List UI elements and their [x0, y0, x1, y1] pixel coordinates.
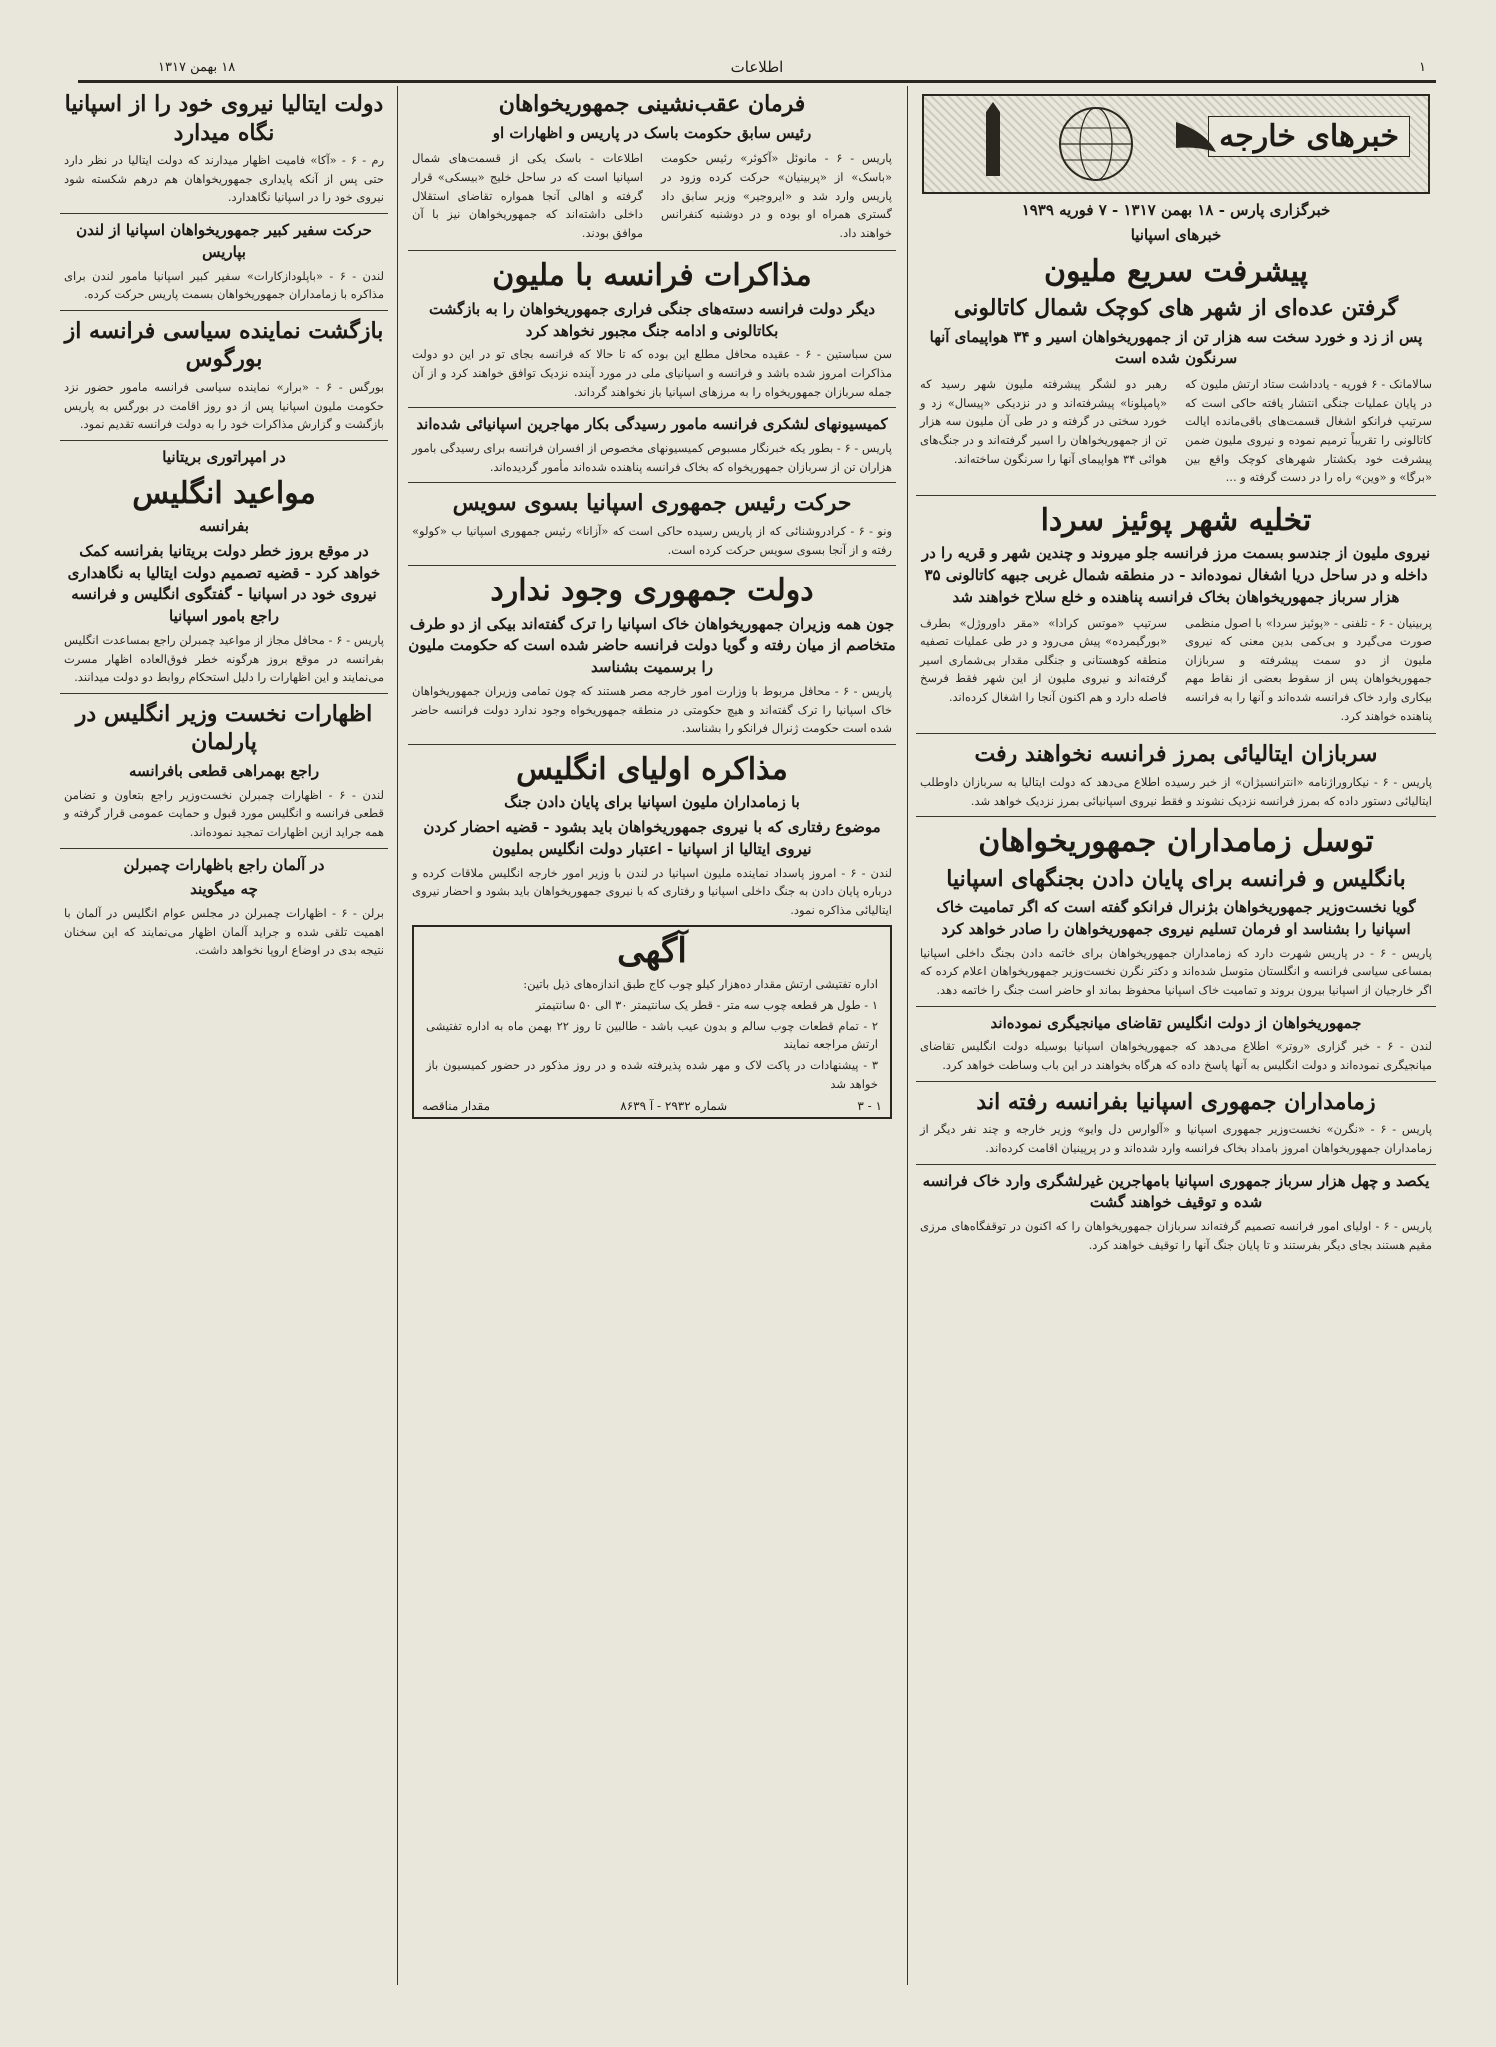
column-left — [60, 86, 388, 1987]
article-text: پاریس - ۶ - نیکاروراژنامه «انترانسیژان» از خبر رسیده اطلاع می‌دهد که دولت ایتالیا به سربازان داوطلب ایتالیائی دستور داده که بمرز فرانسه نزدیک نشوند و فقط نیروی اسپانیائی بمرز نزدیک خواهد شد. — [920, 774, 1432, 808]
ad-foot-left: مقدار مناقصه — [422, 1099, 491, 1114]
article-text: پربینیان - ۶ - تلفنی - «پوئیز سردا» با اصول منظمی صورت می‌گیرد و بی‌کمی بدین معنی که نیروی ملیون از دو سمت پیشرفته و سربازان جمهوریخواهان پس از سقوط بعضی از نقاط مهم بیکاری وارد خاک فرانسه شده‌اند و آنها را به فرانسه پناهنده خواهند کرد. — [1185, 615, 1432, 723]
headline-envoy-return: بازگشت نماینده سیاسی فرانسه از بورگوس — [64, 317, 384, 373]
subheadline: نیروی ملیون از جندسو بسمت مرز فرانسه جلو میروند و چندین شهر و قریه را در داخله و در ساحل دریا اشغال نموده‌اند - در منطقه شمال غربی جبهه کاتالونی ۳۵ هزار سرباز جمهوریخواهان بخاک فرانسه پناهنده و خلع سلاح خواهند شد — [921, 544, 1431, 606]
headline-republican-appeal: توسل زمامداران جمهوریخواهان — [978, 824, 1374, 860]
ad-footer — [422, 1099, 882, 1113]
section-title: اطلاعات — [730, 58, 784, 76]
subheadline: جون همه وزیران جمهوریخواهان خاک اسپانیا را ترک گفته‌اند بیکی از دو طرف متخاصم از میان رفته و گویا دولت فرانسه حاضر شده است که حکومت ملیون را برسمیت بشناسد — [408, 614, 896, 677]
article-text: سالامانک - ۶ فوریه - یادداشت ستاد ارتش ملیون که در پایان عملیات جنگی انتشار یافته حاکی است که سرتیپ فرانکو اشغال قسمت‌های باقی‌مانده ایالت کاتالونی را تقریباً ترمیم نموده و نیروی ملیون ضمن پیشرفت خود بکشتار شهرهای کوچک واقع بین «برگا» و «وین» راه را در دست گرفته و ... — [1185, 377, 1432, 485]
subheadline: دیگر دولت فرانسه دسته‌های جنگی فراری جمهوریخواهان را به بازگشت بکاتالونی و ادامه جنگ مجبور نخواهد کرد — [428, 299, 876, 340]
page-number: ۱ — [1419, 60, 1426, 75]
headline-italian-soldiers: سربازان ایتالیائی بمرز فرانسه نخواهند رفت — [974, 741, 1378, 768]
byline: چه میگویند — [190, 880, 258, 899]
subheadline: پس از زد و خورد سخت سه هزار تن از جمهوریخواهان اسیر و ۳۴ هواپیمای آنها سرنگون شده است — [929, 327, 1423, 368]
byline: بفرانسه — [199, 517, 249, 536]
article-body — [916, 612, 1436, 728]
article-text: لندن - ۶ - «باپلودازکارات» سفیر کبیر اسپانیا مامور لندن برای مذاکره با زمامداران جمهوریخواهان بسمت پاریس حرکت کرده. — [64, 268, 384, 302]
headline-puigcerda-evacuation: تخلیه شهر پوئیز سردا — [1040, 502, 1312, 538]
article-text: پاریس - ۶ - در پاریس شهرت دارد که زمامداران جمهوریخواهان برای خاتمه دادن بجنگ داخلی اسپانیا بمساعی سیاسی فرانسه و انگلستان متوسل شده‌اند و دکتر نگرن نخست‌وزیر جمهوریخواهان اعلام کرده که اگر خارجیان از اسپانیا بیرون بروند و تمامیت خاک اسپانیا محفوظ بماند او حاضر است جنگ را خاتمه دهد. — [920, 945, 1432, 998]
article-text: سرتیپ «موتس کرادا» «مقر داوروژل» بطرف «بورگیمرده» پیش می‌رود و در طی عملیات تصفیه منطقه کوهستانی و جنگلی مقدار بی‌شماری اسیر گرفته‌اند و نیروی ملیون از این شهر فقط فرسخ فاصله دارد و هم اکنون آنجا را اشغال کرده‌اند. — [920, 615, 1167, 705]
subsection-label: خبرهای اسپانیا — [1130, 225, 1222, 244]
article-text: ونو - ۶ - کرادروشنائی که از پاریس رسیده حاکی است که «آزانا» رئیس جمهوری اسپانیا ب «کولو» رفته و از آنجا بسوی سویس حرکت کرده است. — [412, 523, 892, 557]
subheadline: گویا نخست‌وزیر جمهوریخواهان بژنرال فرانکو گفته است که اگر تمامیت خاک اسپانیا را بشناسد او فرمان تسلیم نیروی جمهوریخواهان را صادر خواهد کرد — [936, 898, 1416, 939]
page-header — [78, 58, 1436, 83]
article-text: پاریس - ۶ - بطور یکه خبرنگار مسبوص کمیسیونهای مخصوص از افسران فرانسه برای رسیدگی بامور هزاران تن از سربازان جمهوریخواه که بخاک فرانسه پناهنده شده‌اند مأمور گردیده‌اند. — [412, 441, 892, 474]
headline-leaders-to-france: زمامداران جمهوری اسپانیا بفرانسه رفته اند — [976, 1088, 1376, 1115]
subheadline: رئیس سابق حکومت باسک در پاریس و اظهارات او — [492, 123, 812, 142]
foreign-news-masthead — [922, 94, 1430, 194]
headline-president-to-switzerland: حرکت رئیس جمهوری اسپانیا بسوی سویس — [452, 490, 852, 517]
article-text: رهبر دو لشگر پیشرفته ملیون شهر رسید که «پامپلونا» پیشرفته‌اند و در نزدیکی «پیسال» زد و خورد سختی در گرفته و در طی آن ملیون سه هزار تن از جمهوریخواهان را اسیر گرفته‌اند و در جنگ‌های هوائی ۳۴ هواپیمای آنها را سرنگون ساخته‌اند. — [920, 377, 1167, 466]
subheadline: در موقع بروز خطر دولت بریتانیا بفرانسه کمک خواهد کرد - قضیه تصمیم دولت ایتالیا به نگاهداری نیروی خود در اسپانیا - گفتگوی انگلیس و فرانسه راجع بامور اسپانیا — [67, 541, 381, 626]
masthead-title: خبرهای خارجه — [1208, 116, 1410, 157]
subheadline: موضوع رفتاری که با نیروی جمهوریخواهان باید بشود - قضیه احضار کردن نیروی ایتالیا از اسپانیا - اعتبار دولت انگلیس بملیون — [423, 818, 881, 858]
article-text: لندن - ۶ - خبر گزاری «روتر» اطلاع می‌دهد که جمهوریخواهان اسپانیا بوسیله دولت انگلیس تقاضای میانجیگری نموده‌اند و دولت انگلیس به آنها پاسخ داده که هرگاه بخواهند در این باب وساطت خواهد کرد. — [920, 1039, 1433, 1073]
article-text: لندن - ۶ - امروز پاسداد نماینده ملیون اسپانیا در لندن با وزیر امور خارجه انگلیس ملاقات کرده و درباره پایان دادن به جنگ داخلی اسپانیا و رفتاری که با نیروی جمهوریخواهان باید بشود و احضار نیروی ایتالیائی مذاکره نمود. — [412, 865, 892, 917]
headline-mediation-request: جمهوریخواهان از دولت انگلیس تقاضای میانجیگری نموده‌اند — [990, 1013, 1362, 1032]
headline-pm-statement: اظهارات نخست وزیر انگلیس در پارلمان — [75, 700, 373, 756]
ad-foot-right: ۱ - ۳ — [857, 1099, 882, 1114]
ad-title: آگهی — [617, 931, 687, 972]
column-middle — [408, 86, 896, 1987]
subheadline: راجع بهمراهی قطعی بافرانسه — [128, 761, 320, 780]
headline-british-promises: مواعید انگلیس — [132, 475, 316, 511]
ad-foot-mid: شماره ۲۹۳۲ - آ ۸۶۳۹ — [620, 1099, 728, 1114]
article-text: لندن - ۶ - اظهارات چمبرلن نخست‌وزیر راجع بتعاون و تضامن قطعی فرانسه و انگلیس مورد قبول و حمایت عمومی قرار گرفته و همه جراید ازین اظهارات تمجید نموده‌اند. — [64, 787, 384, 839]
globe-illustration-icon — [946, 102, 1246, 184]
headline-british-talks: مذاکره اولیای انگلیس — [516, 751, 788, 787]
headline-rapid-advance: پیشرفت سریع ملیون — [1044, 253, 1308, 289]
article-text: پاریس - ۶ - اولیای امور فرانسه تصمیم گرفته‌اند سربازان جمهوریخواهان را که اکنون در توقفگاه‌های مرزی مقیم هستند بجای دیگر بفرستند و تا پایان جنگ آنها را توقیف خواهند کرد. — [920, 1219, 1432, 1252]
ad-item: ۳ - پیشنهادات در پاکت لاک و مهر شده پذیرفته شده و در روز مذکور در حضور کمیسیون باز خواهد شد — [426, 1057, 878, 1091]
headline-italy-keeps-troops: دولت ایتالیا نیروی خود را از اسپانیا نگاه میدارد — [64, 91, 384, 146]
article-text: رم - ۶ - «آکا» فامیت اظهار میدارند که دولت ایتالیا در نظر دارد حتی پس از آنکه پایداری جمهوریخواهان هم درهم شکسته شود نیروی خود را در اسپانیا نگاهدارد. — [64, 153, 384, 205]
article-text: سن سباستین - ۶ - عقیده محافل مطلع این بوده که تا حالا که فرانسه بجای تو در این دو دولت مذاکرات امروز شده باشد و فرانسه و اسپانیای ملی در مورد آینده نزدیک توافق خواهند کرد و از آن جمله سربازان جمهوریخواه را به مرزهای اسپانیا باز نخواهند گرداند. — [412, 347, 892, 399]
subheadline: با زمامداران ملیون اسپانیا برای پایان دادن جنگ — [504, 793, 800, 812]
ad-item: ۱ - طول هر قطعه چوب سه متر - قطر یک سانتیمتر ۳۰ الی ۵۰ سانتیمتر — [535, 998, 878, 1013]
article-text: برلن - ۶ - اظهارات چمبرلن در مجلس عوام انگلیس در آلمان با اهمیت تلقی شده و جراید آلمان اظهار می‌نمایند که این سخنان نتیجه بدی در اوضاع اروپا نخواهد داشت. — [64, 906, 384, 958]
header-date: ۱۸ بهمن ۱۳۱۷ — [158, 60, 236, 75]
headline-military-commissions: کمیسیونهای لشکری فرانسه مامور رسیدگی بکار مهاجرین اسپانیائی شده‌اند — [416, 415, 888, 434]
subheadline: بانگلیس و فرانسه برای پایان دادن بجنگهای اسپانیا — [946, 865, 1406, 892]
headline-no-republic: دولت جمهوری وجود ندارد — [490, 573, 814, 609]
ad-intro: اداره تفتیشی ارتش مقدار ده‌هزار کیلو چوب کاج طبق اندازه‌های ذیل باتین: — [523, 977, 878, 992]
ad-item: ۲ - تمام قطعات چوب سالم و بدون عیب باشد - طالبین تا روز ۲۲ بهمن ماه به اداره تفتیشی ارتش مراجعه نمایند — [426, 1018, 878, 1052]
article-text: پاریس - ۶ - مانوئل «آکوئر» رئیس حکومت «باسک» از «پربینیان» حرکت کرده وزود در پاریس وارد شد و «ایروجیر» وزیر سابق داد گستری همراه او بوده و در دوشنبه کنفرانس خواهند داد. — [661, 151, 892, 240]
article-text: پاریس - ۶ - محافل مجاز از مواعید چمبرلن راجع بمساعدت انگلیس بفرانسه در موقع بروز هرگونه خطر فوق‌العاده اظهار مسرت می‌نمایند و این اظهارات را دلیل استحکام روابط دو دولت میدانند. — [64, 632, 384, 685]
kicker: در امپراتوری بریتانیا — [162, 447, 286, 466]
article-body — [408, 147, 896, 244]
headline-germany-reaction: در آلمان راجع باظهارات چمبرلن — [123, 855, 325, 874]
article-text: بورگس - ۶ - «برار» نماینده سیاسی فرانسه مامور حضور نزد حکومت ملیون اسپانیا پس از دو روز اقامت در بورگس به پاریس بازگشت و گزارش مذاکرات خود را به دولت فرانسه تقدیم نمود. — [64, 380, 384, 432]
article-body — [916, 373, 1436, 489]
article-text: پاریس - ۶ - محافل مربوط با وزارت امور خارجه مصر هستند که چون تمامی وزیران جمهوریخواهان خاک اسپانیا را ترک گفته‌اند و هیچ حکومتی در منطقه جمهوریخواه وجود ندارد دولت فرانسه حاضر شده است حکومت ژنرال فرانکو را بشناسد. — [412, 683, 892, 736]
column-right — [916, 86, 1436, 1987]
headline-soldiers-interned: یکصد و چهل هزار سرباز جمهوری اسپانیا بامهاجرین غیرلشگری وارد خاک فرانسه شده و توقیف خواهند گشت — [922, 1171, 1430, 1212]
headline-retreat-order: فرمان عقب‌نشینی جمهوریخواهان — [498, 91, 806, 117]
headline-ambassador-travel: حرکت سفیر کبیر جمهوریخواهان اسپانیا از لندن بپاریس — [76, 221, 372, 261]
article-text: پاریس - ۶ - «نگرن» نخست‌وزیر جمهوری اسپانیا و «آلوارس دل وایو» وزیر خارجه و چند نفر دیگر از زمامداران جمهوریخواهان امروز بامداد بخاک فرانسه وارد شده‌اند و در پرپینیان اقامت کرده‌اند. — [920, 1122, 1432, 1155]
dateline: خبرگزاری پارس - ۱۸ بهمن ۱۳۱۷ - ۷ فوریه ۱۹۳۹ — [1021, 201, 1331, 219]
subheadline: گرفتن عده‌ای از شهر های کوچک شمال کاتالونی — [953, 295, 1399, 321]
headline-france-talks: مذاکرات فرانسه با ملیون — [492, 258, 812, 294]
article-text: اطلاعات - باسک یکی از قسمت‌های شمال اسپانیا است که در ساحل خلیج «بیسکی» قرار گرفته و اهالی آنجا همواره تقاضای استقلال داخلی داشته‌اند که جمهوریخواهان نیز با آن موافق بودند. — [412, 151, 643, 240]
advertisement-box — [412, 925, 892, 1119]
